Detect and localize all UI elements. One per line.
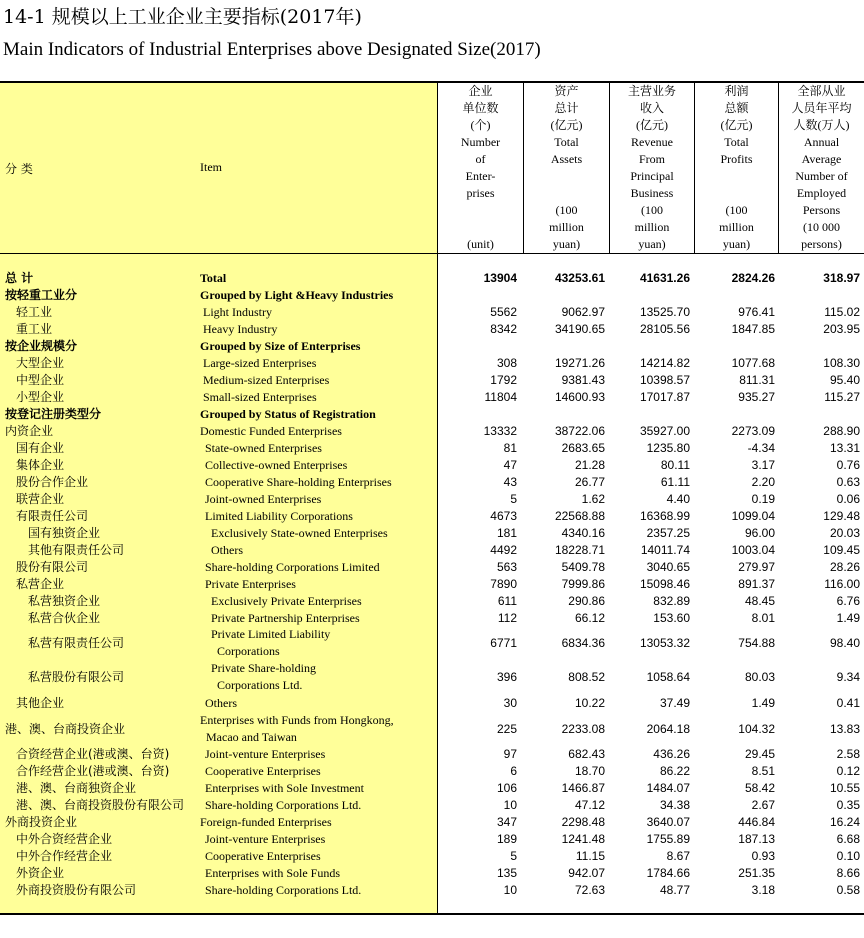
row-item-en: Exclusively State-owned Enterprises bbox=[211, 525, 388, 540]
row-category-cn: 内资企业 bbox=[5, 424, 54, 438]
row-value: 2.20 bbox=[751, 475, 775, 489]
row-value: 135 bbox=[496, 866, 517, 880]
table-row bbox=[0, 746, 864, 763]
row-value: 436.26 bbox=[653, 747, 690, 761]
row-value: 48.77 bbox=[659, 883, 690, 897]
row-value: 15098.46 bbox=[639, 577, 690, 591]
row-value: 26.77 bbox=[574, 475, 605, 489]
row-value: 8.01 bbox=[751, 611, 775, 625]
row-item-en: Share-holding Corporations Ltd. bbox=[205, 797, 362, 812]
row-value: 11.15 bbox=[575, 849, 605, 863]
row-item-en: Private Partnership Enterprises bbox=[211, 610, 360, 625]
row-item-en: Share-holding Corporations Limited bbox=[205, 559, 380, 574]
table-row bbox=[0, 831, 864, 848]
row-value: 13053.32 bbox=[639, 636, 690, 650]
row-value: 86.22 bbox=[659, 764, 690, 778]
row-value: 29.45 bbox=[744, 747, 775, 761]
table-bottom-rule bbox=[0, 913, 864, 915]
row-value: 6 bbox=[510, 764, 517, 778]
table-row bbox=[0, 848, 864, 865]
row-value: 935.27 bbox=[738, 390, 775, 404]
row-item-en: Grouped by Status of Registration bbox=[200, 406, 376, 421]
row-value: 1.62 bbox=[581, 492, 605, 506]
row-value: 34.38 bbox=[659, 798, 690, 812]
row-value: 2.58 bbox=[836, 747, 860, 761]
row-item-en: Cooperative Enterprises bbox=[205, 848, 321, 863]
row-value: 3040.65 bbox=[646, 560, 690, 574]
row-item-en: Grouped by Light &Heavy Industries bbox=[200, 287, 394, 302]
row-category-cn: 私营企业 bbox=[16, 577, 65, 591]
row-value: 1484.07 bbox=[646, 781, 690, 795]
row-item-en-continued: Macao and Taiwan bbox=[206, 730, 297, 744]
row-value: 115.02 bbox=[824, 305, 860, 319]
row-category-cn: 总 计 bbox=[5, 271, 34, 285]
row-value: 80.11 bbox=[660, 458, 690, 472]
row-value: 832.89 bbox=[653, 594, 690, 608]
table-title-chinese: 14-1 规模以上工业企业主要指标(2017年) bbox=[3, 6, 362, 28]
row-value: 891.37 bbox=[738, 577, 775, 591]
row-item-en: Joint-venture Enterprises bbox=[205, 746, 326, 761]
row-category-cn: 外商投资股份有限公司 bbox=[16, 883, 137, 897]
row-value: 3.18 bbox=[751, 883, 775, 897]
row-value: 16368.99 bbox=[639, 509, 690, 523]
row-value: 2064.18 bbox=[646, 722, 690, 736]
row-value: 288.90 bbox=[823, 424, 860, 438]
table-row bbox=[0, 695, 864, 712]
row-value: 9062.97 bbox=[561, 305, 605, 319]
row-value: 14600.93 bbox=[554, 390, 605, 404]
table-row bbox=[0, 287, 864, 304]
row-value: 109.45 bbox=[823, 543, 860, 557]
row-value: 1847.85 bbox=[731, 322, 775, 336]
row-value: 0.58 bbox=[836, 883, 860, 897]
row-category-cn: 股份有限公司 bbox=[16, 560, 89, 574]
row-value: 0.93 bbox=[751, 849, 775, 863]
row-item-en: Exclusively Private Enterprises bbox=[211, 593, 362, 608]
table-row bbox=[0, 423, 864, 440]
row-value: 129.48 bbox=[823, 509, 860, 523]
row-value: 48.45 bbox=[744, 594, 775, 608]
row-value: 80.03 bbox=[744, 670, 775, 684]
row-value: 17017.87 bbox=[639, 390, 690, 404]
row-value: 318.97 bbox=[823, 271, 860, 285]
row-category-cn: 按登记注册类型分 bbox=[5, 407, 102, 421]
table-row bbox=[0, 389, 864, 406]
row-value: 6834.36 bbox=[561, 636, 605, 650]
row-value: 308 bbox=[496, 356, 517, 370]
row-item-en: Light Industry bbox=[203, 304, 272, 319]
row-category-cn: 外商投资企业 bbox=[5, 815, 78, 829]
row-value: 6.76 bbox=[836, 594, 860, 608]
table-row bbox=[0, 457, 864, 474]
row-value: 81 bbox=[503, 441, 517, 455]
row-value: 2824.26 bbox=[731, 271, 775, 285]
row-value: 5562 bbox=[490, 305, 517, 319]
header-bottom-rule bbox=[0, 253, 864, 254]
row-category-cn: 有限责任公司 bbox=[16, 509, 89, 523]
row-value: 18.70 bbox=[574, 764, 605, 778]
header-total-profits: 利润 总额 (亿元) Total Profits (100 million yuan) bbox=[719, 84, 754, 251]
header-item: Item bbox=[200, 160, 222, 174]
row-category-cn: 港、澳、台商独资企业 bbox=[16, 781, 137, 795]
row-value: 11804 bbox=[484, 390, 517, 404]
row-category-cn: 大型企业 bbox=[16, 356, 65, 370]
row-value: 0.06 bbox=[836, 492, 860, 506]
row-value: 4492 bbox=[490, 543, 517, 557]
row-value: 225 bbox=[496, 722, 517, 736]
row-value: 112 bbox=[497, 611, 517, 625]
row-value: 1.49 bbox=[836, 611, 860, 625]
row-value: 10 bbox=[503, 798, 517, 812]
row-value: 34190.65 bbox=[554, 322, 605, 336]
row-value: 96.00 bbox=[744, 526, 775, 540]
table-row bbox=[0, 525, 864, 542]
row-item-en-continued: Corporations bbox=[217, 644, 280, 658]
row-value: 611 bbox=[497, 594, 517, 608]
row-item-en: Foreign-funded Enterprises bbox=[200, 814, 332, 829]
row-value: 0.63 bbox=[836, 475, 860, 489]
row-item-en: Medium-sized Enterprises bbox=[203, 372, 330, 387]
row-value: 942.07 bbox=[568, 866, 605, 880]
row-value: 4673 bbox=[490, 509, 517, 523]
row-item-en: Joint-owned Enterprises bbox=[205, 491, 322, 506]
table-row bbox=[0, 576, 864, 593]
row-value: 7890 bbox=[490, 577, 517, 591]
row-category-cn: 私营有限责任公司 bbox=[28, 636, 125, 650]
row-value: 10.22 bbox=[574, 696, 605, 710]
row-item-en-continued: Corporations Ltd. bbox=[217, 678, 303, 692]
row-value: 72.63 bbox=[574, 883, 605, 897]
row-value: 1241.48 bbox=[561, 832, 605, 846]
row-value: 22568.88 bbox=[554, 509, 605, 523]
row-category-cn: 国有独资企业 bbox=[28, 526, 101, 540]
row-value: 13.83 bbox=[829, 722, 860, 736]
table-row bbox=[0, 474, 864, 491]
row-item-en: Others bbox=[205, 695, 237, 710]
row-value: 9381.43 bbox=[561, 373, 605, 387]
table-row bbox=[0, 508, 864, 525]
header-employed-persons: 全部从业 人员年平均 人数(万人) Annual Average Number of Employed Persons (10 000 persons) bbox=[791, 84, 852, 251]
row-value: 1755.89 bbox=[646, 832, 690, 846]
row-item-en: Joint-venture Enterprises bbox=[205, 831, 326, 846]
row-value: 4.40 bbox=[666, 492, 690, 506]
row-value: 9.34 bbox=[836, 670, 860, 684]
row-value: 0.76 bbox=[836, 458, 860, 472]
row-value: 28.26 bbox=[829, 560, 860, 574]
row-item-en: Cooperative Enterprises bbox=[205, 763, 321, 778]
row-value: 16.24 bbox=[829, 815, 860, 829]
row-value: 2273.09 bbox=[731, 424, 775, 438]
row-value: 0.19 bbox=[751, 492, 775, 506]
row-value: 808.52 bbox=[568, 670, 605, 684]
row-category-cn: 私营独资企业 bbox=[28, 594, 101, 608]
row-value: 10.55 bbox=[829, 781, 860, 795]
table-row bbox=[0, 626, 864, 660]
row-value: 1077.68 bbox=[731, 356, 775, 370]
row-value: 1058.64 bbox=[646, 670, 690, 684]
row-value: 10398.57 bbox=[639, 373, 690, 387]
row-value: 1466.87 bbox=[561, 781, 605, 795]
row-value: 563 bbox=[496, 560, 517, 574]
table-title-english: Main Indicators of Industrial Enterprises above Designated Size(2017) bbox=[3, 39, 541, 60]
row-item-en: Limited Liability Corporations bbox=[205, 508, 353, 523]
table-row bbox=[0, 440, 864, 457]
table-row bbox=[0, 491, 864, 508]
row-category-cn: 中外合资经营企业 bbox=[16, 832, 113, 846]
row-value: 97 bbox=[503, 747, 517, 761]
table-row bbox=[0, 814, 864, 831]
row-value: 203.95 bbox=[823, 322, 860, 336]
row-value: 98.40 bbox=[829, 636, 860, 650]
row-item-en: Others bbox=[211, 542, 243, 557]
table-row bbox=[0, 270, 864, 287]
row-value: 1784.66 bbox=[646, 866, 690, 880]
row-value: 181 bbox=[496, 526, 517, 540]
row-category-cn: 私营股份有限公司 bbox=[28, 670, 125, 684]
row-value: 47 bbox=[503, 458, 517, 472]
row-value: 4340.16 bbox=[561, 526, 605, 540]
row-value: 19271.26 bbox=[554, 356, 605, 370]
row-category-cn: 按轻重工业分 bbox=[5, 288, 78, 302]
row-value: 8.67 bbox=[666, 849, 690, 863]
row-value: 187.13 bbox=[738, 832, 775, 846]
row-category-cn: 国有企业 bbox=[16, 441, 65, 455]
row-value: 0.12 bbox=[836, 764, 860, 778]
row-category-cn: 合资经营企业(港或澳、台资) bbox=[16, 747, 170, 761]
row-value: 14011.74 bbox=[640, 543, 690, 557]
row-category-cn: 小型企业 bbox=[16, 390, 65, 404]
row-value: 1.49 bbox=[751, 696, 775, 710]
row-value: 2233.08 bbox=[561, 722, 605, 736]
row-value: 5 bbox=[510, 492, 517, 506]
row-value: 2357.25 bbox=[646, 526, 690, 540]
row-value: 754.88 bbox=[738, 636, 775, 650]
table-row bbox=[0, 763, 864, 780]
row-value: 115.27 bbox=[824, 390, 860, 404]
row-value: 6771 bbox=[490, 636, 517, 650]
header-revenue: 主营业务 收入 (亿元) Revenue From Principal Business (100 million yuan) bbox=[627, 84, 676, 251]
table-row bbox=[0, 780, 864, 797]
row-value: 38722.06 bbox=[554, 424, 605, 438]
row-value: 0.35 bbox=[836, 798, 860, 812]
row-value: 106 bbox=[496, 781, 517, 795]
row-value: 20.03 bbox=[829, 526, 860, 540]
row-value: 18228.71 bbox=[554, 543, 605, 557]
row-value: 28105.56 bbox=[639, 322, 690, 336]
row-value: 1003.04 bbox=[731, 543, 775, 557]
row-category-cn: 重工业 bbox=[16, 322, 53, 336]
row-value: 1235.80 bbox=[646, 441, 690, 455]
row-item-en: Private Share-holding bbox=[211, 661, 316, 675]
row-item-en: Grouped by Size of Enterprises bbox=[200, 338, 361, 353]
row-value: 8.51 bbox=[751, 764, 775, 778]
row-value: 35927.00 bbox=[639, 424, 690, 438]
row-value: 5 bbox=[510, 849, 517, 863]
table-row bbox=[0, 355, 864, 372]
row-value: 2298.48 bbox=[561, 815, 605, 829]
row-value: 446.84 bbox=[738, 815, 775, 829]
row-value: 3640.07 bbox=[646, 815, 690, 829]
row-item-en: Private Enterprises bbox=[205, 576, 296, 591]
row-item-en: Enterprises with Funds from Hongkong, bbox=[200, 713, 394, 727]
row-value: 37.49 bbox=[659, 696, 690, 710]
row-category-cn: 中外合作经营企业 bbox=[16, 849, 113, 863]
row-item-en: Enterprises with Sole Funds bbox=[205, 865, 340, 880]
row-item-en: Cooperative Share-holding Enterprises bbox=[205, 474, 392, 489]
row-item-en: Heavy Industry bbox=[203, 321, 278, 336]
row-value: -4.34 bbox=[747, 441, 775, 455]
row-value: 116.00 bbox=[824, 577, 860, 591]
row-value: 8.66 bbox=[836, 866, 860, 880]
row-item-en: Collective-owned Enterprises bbox=[205, 457, 348, 472]
row-category-cn: 港、澳、台商投资企业 bbox=[5, 722, 126, 736]
row-value: 30 bbox=[503, 696, 517, 710]
row-item-en: Domestic Funded Enterprises bbox=[200, 423, 342, 438]
row-value: 7999.86 bbox=[561, 577, 605, 591]
table-row bbox=[0, 712, 864, 746]
row-value: 13525.70 bbox=[639, 305, 690, 319]
row-item-en: Enterprises with Sole Investment bbox=[205, 780, 364, 795]
row-category-cn: 股份合作企业 bbox=[16, 475, 89, 489]
table-row bbox=[0, 660, 864, 694]
table-row bbox=[0, 593, 864, 610]
row-value: 0.10 bbox=[836, 849, 860, 863]
row-value: 108.30 bbox=[823, 356, 860, 370]
row-value: 6.68 bbox=[836, 832, 860, 846]
row-category-cn: 其他企业 bbox=[16, 696, 65, 710]
row-category-cn: 港、澳、台商投资股份有限公司 bbox=[16, 798, 185, 812]
row-value: 279.97 bbox=[738, 560, 775, 574]
row-category-cn: 其他有限责任公司 bbox=[28, 543, 125, 557]
table-row bbox=[0, 338, 864, 355]
row-value: 21.28 bbox=[574, 458, 605, 472]
row-value: 13332 bbox=[483, 424, 517, 438]
table-row bbox=[0, 882, 864, 899]
row-value: 13904 bbox=[483, 271, 517, 285]
row-category-cn: 合作经营企业(港或澳、台资) bbox=[16, 764, 170, 778]
row-category-cn: 轻工业 bbox=[16, 305, 53, 319]
row-value: 290.86 bbox=[568, 594, 605, 608]
row-value: 41631.26 bbox=[639, 271, 690, 285]
row-value: 66.12 bbox=[574, 611, 605, 625]
row-value: 682.43 bbox=[568, 747, 605, 761]
row-value: 104.32 bbox=[738, 722, 775, 736]
row-value: 153.60 bbox=[653, 611, 690, 625]
row-category-cn: 私营合伙企业 bbox=[28, 611, 101, 625]
row-value: 13.31 bbox=[829, 441, 860, 455]
table-row bbox=[0, 406, 864, 423]
row-value: 189 bbox=[496, 832, 517, 846]
table-row bbox=[0, 321, 864, 338]
row-item-en: Share-holding Corporations Ltd. bbox=[205, 882, 362, 897]
row-value: 5409.78 bbox=[561, 560, 605, 574]
table-row bbox=[0, 559, 864, 576]
row-item-en: Large-sized Enterprises bbox=[203, 355, 317, 370]
table-row bbox=[0, 865, 864, 882]
row-item-en: Private Limited Liability bbox=[211, 627, 331, 641]
row-category-cn: 集体企业 bbox=[16, 458, 65, 472]
row-value: 2683.65 bbox=[561, 441, 605, 455]
row-value: 47.12 bbox=[574, 798, 605, 812]
row-value: 3.17 bbox=[751, 458, 775, 472]
row-item-en: State-owned Enterprises bbox=[205, 440, 322, 455]
row-value: 58.42 bbox=[744, 781, 775, 795]
header-total-assets: 资产 总计 (亿元) Total Assets (100 million yuan) bbox=[549, 84, 584, 251]
row-value: 811.31 bbox=[739, 373, 775, 387]
row-value: 43 bbox=[503, 475, 517, 489]
row-value: 61.11 bbox=[660, 475, 690, 489]
row-value: 1099.04 bbox=[731, 509, 775, 523]
table-row bbox=[0, 542, 864, 559]
table-row bbox=[0, 797, 864, 814]
row-category-cn: 中型企业 bbox=[16, 373, 65, 387]
header-enterprises: 企业 单位数 (个) Number of Enter- prises (unit) bbox=[460, 84, 501, 251]
table-row bbox=[0, 610, 864, 627]
row-category-cn: 外资企业 bbox=[16, 866, 65, 880]
row-value: 8342 bbox=[490, 322, 517, 336]
row-category-cn: 按企业规模分 bbox=[5, 339, 78, 353]
row-value: 0.41 bbox=[836, 696, 860, 710]
row-value: 2.67 bbox=[751, 798, 775, 812]
row-category-cn: 联营企业 bbox=[16, 492, 65, 506]
row-value: 251.35 bbox=[738, 866, 775, 880]
row-item-en: Small-sized Enterprises bbox=[203, 389, 317, 404]
row-value: 14214.82 bbox=[639, 356, 690, 370]
row-item-en: Total bbox=[200, 270, 227, 285]
row-value: 1792 bbox=[490, 373, 517, 387]
row-value: 347 bbox=[496, 815, 517, 829]
header-category: 分 类 bbox=[5, 162, 33, 176]
row-value: 396 bbox=[496, 670, 517, 684]
row-value: 976.41 bbox=[738, 305, 775, 319]
row-value: 43253.61 bbox=[554, 271, 605, 285]
table-row bbox=[0, 304, 864, 321]
table-row bbox=[0, 372, 864, 389]
row-value: 95.40 bbox=[829, 373, 860, 387]
row-value: 10 bbox=[503, 883, 517, 897]
